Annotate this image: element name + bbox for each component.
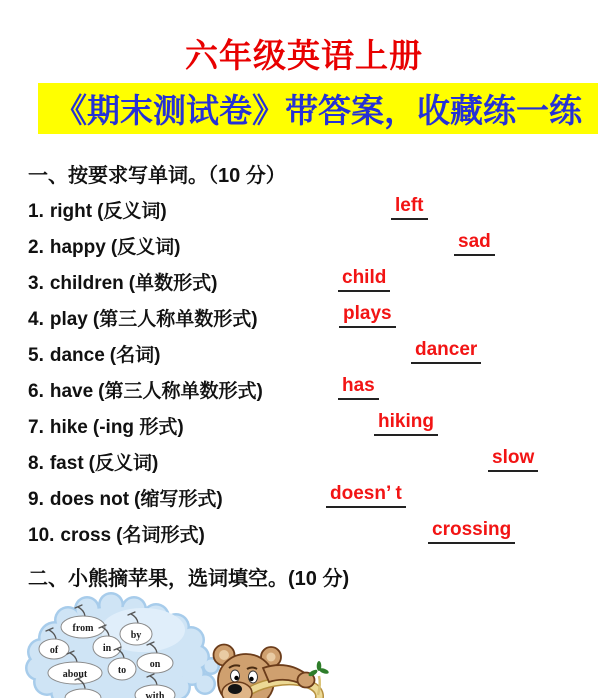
answer-blank: left [391, 195, 428, 220]
apple-word: about [62, 669, 88, 680]
bear-nose [228, 684, 242, 694]
question-hint: (-ing 形式) [92, 417, 184, 438]
answer-blank: dancer [411, 339, 481, 364]
question-word: children [49, 273, 124, 294]
question-hint: (第三人称单数形式) [92, 309, 258, 330]
answer-blank: plays [339, 303, 396, 328]
question-word: dance [49, 345, 105, 366]
question-number: 10. [28, 525, 55, 546]
answer-blank: crossing [428, 519, 515, 544]
question-word: hike [49, 417, 88, 438]
answer-blank: has [338, 375, 379, 400]
question-text [28, 448, 158, 475]
apple-word: from [72, 623, 94, 634]
question-hint: (反义词) [110, 237, 181, 258]
word-item-3 [0, 268, 608, 295]
question-word: play [49, 309, 88, 330]
question-text [28, 232, 180, 259]
question-text [28, 520, 205, 547]
question-number: 8. [28, 453, 44, 474]
question-number: 4. [28, 309, 44, 330]
answer-blank: child [338, 267, 390, 292]
word-item-5 [0, 340, 608, 367]
word-item-6 [0, 376, 608, 403]
question-number: 1. [28, 201, 44, 222]
question-hint: (反义词) [88, 453, 159, 474]
question-word: cross [60, 525, 112, 546]
banner-text: 《期末测试卷》带答案，收藏练一练 [54, 92, 582, 129]
question-text [28, 412, 184, 439]
section-one-heading: 一、按要求写单词。（10 分） [28, 165, 286, 187]
word-item-7 [0, 412, 608, 439]
bear-apple-tree-illustration [25, 592, 345, 698]
page-title: 六年级英语上册 [185, 37, 423, 74]
question-hint: (反义词) [97, 201, 167, 222]
answer-blank: doesn’ t [326, 483, 406, 508]
question-hint: (单数形式) [128, 273, 218, 294]
question-word: does not [49, 489, 130, 510]
word-item-1 [0, 196, 608, 223]
bear-eye [231, 670, 240, 682]
question-number: 5. [28, 345, 44, 366]
question-word: happy [49, 237, 106, 258]
question-hint: (名词) [109, 345, 161, 366]
question-number: 6. [28, 381, 44, 402]
question-word: have [49, 381, 94, 402]
question-hint: (名词形式) [116, 525, 205, 546]
word-item-10 [0, 520, 608, 547]
word-item-8 [0, 448, 608, 475]
question-word: fast [49, 453, 84, 474]
bear-eye [249, 671, 258, 683]
question-hint: (缩写形式) [134, 489, 223, 510]
question-number: 2. [28, 237, 44, 258]
section-two-heading: 二、小熊摘苹果，选词填空。(10 分) [28, 568, 350, 590]
apple-word: by [130, 630, 142, 641]
apple-word: of [49, 645, 59, 656]
bear [214, 645, 330, 698]
apple-word: with [145, 691, 165, 698]
question-number: 7. [28, 417, 44, 438]
apple-word: in [102, 643, 112, 654]
question-hint: (第三人称单数形式) [98, 381, 263, 402]
question-text [28, 268, 217, 295]
answer-blank: sad [454, 231, 495, 256]
apple-word: on [149, 659, 161, 670]
word-item-9 [0, 484, 608, 511]
question-text [28, 196, 167, 223]
answer-blank: hiking [374, 411, 438, 436]
question-word: right [49, 201, 93, 222]
question-text [28, 304, 258, 331]
answer-blank: slow [488, 447, 538, 472]
question-text [28, 340, 160, 367]
banner-highlight [38, 83, 598, 134]
apple-word: to [117, 665, 127, 676]
question-text [28, 376, 263, 403]
word-item-4 [0, 304, 608, 331]
question-text [28, 484, 223, 511]
question-number: 3. [28, 273, 44, 294]
question-number: 9. [28, 489, 44, 510]
word-item-2 [0, 232, 608, 259]
